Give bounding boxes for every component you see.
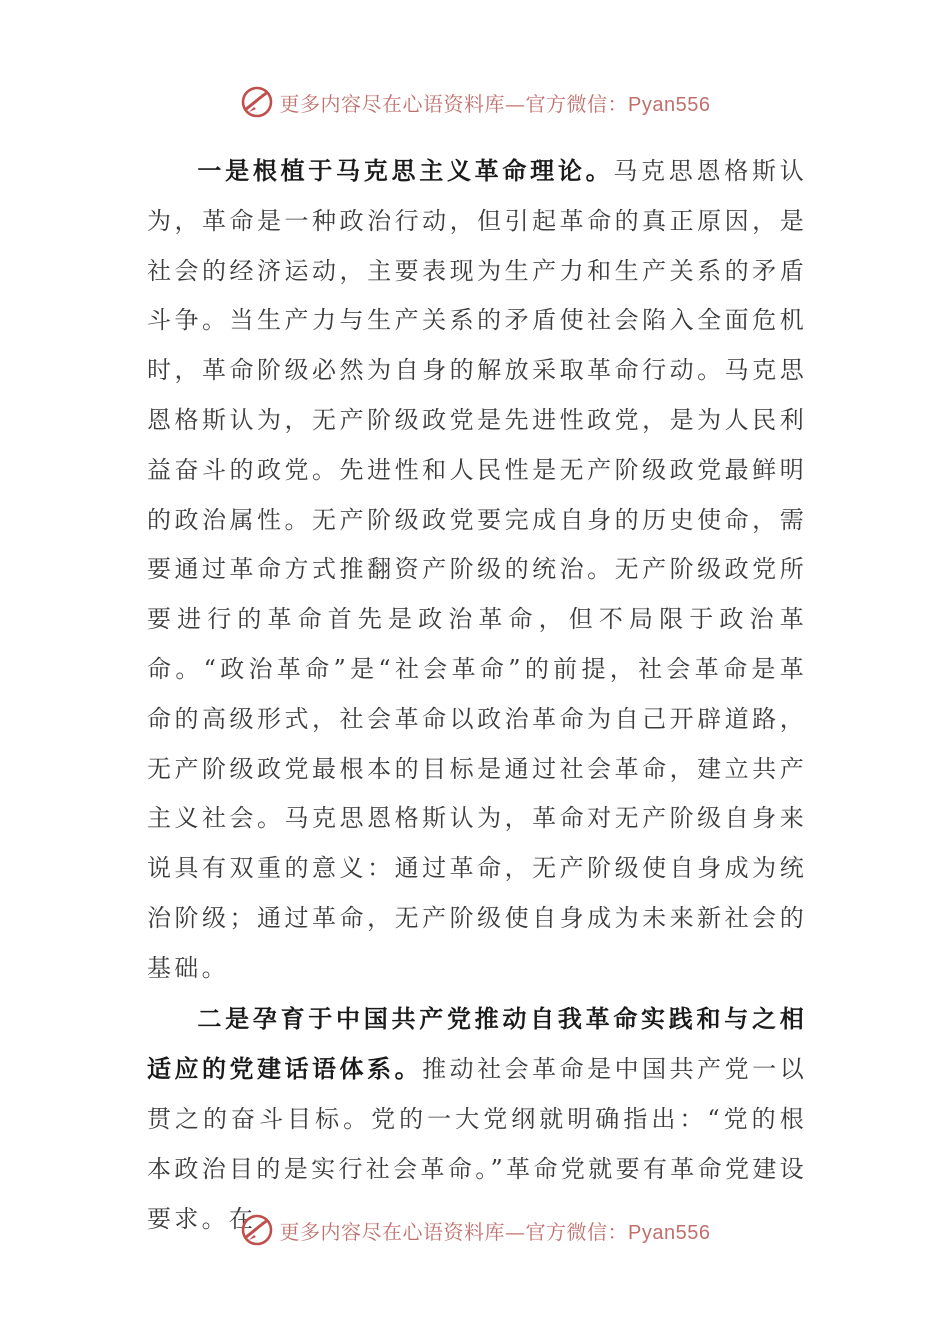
paragraph-1-body: 马克思恩格斯认为，革命是一种政治行动，但引起革命的真正原因，是社会的经济运动，主要表现为生产力和生产关系的矛盾斗争。当生产力与生产关系的矛盾使社会陷入全面危机时，革命阶级必然为自身的解放采取革命行动。马克思恩格斯认为，无产阶级政党是先进性政党，是为人民利益奋斗的政党。先进性和人民性是无产阶级政党最鲜明的政治属性。无产阶级政党要完成自身的历史使命，需要通过革命方式推翻资产阶级的统治。无产阶级政党所要进行的革命首先是政治革命，但不局限于政治革命。“政治革命”是“社会革命”的前提，社会革命是革命的高级形式，社会革命以政治革命为自己开辟道路，无产阶级政党最根本的目标是通过社会革命，建立共产主义社会。马克思恩格斯认为，革命对无产阶级自身来说具有双重的意义：通过革命，无产阶级使自身成为统治阶级；通过革命，无产阶级使自身成为未来新社会的基础。 xyxy=(147,157,807,982)
paragraph-2-lead: 二是孕育于中国共产党推动自我革命实践和与之相适应的党建话语体系。 xyxy=(147,1003,807,1084)
watermark-text: 更多内容尽在心语资料库—官方微信：Pyan556 xyxy=(279,1219,711,1244)
watermark-header xyxy=(0,82,950,122)
pen-logo-icon xyxy=(240,85,274,119)
paragraph-2-body: 推动社会革命是中国共产党一以贯之的奋斗目标。党的一大党纲就明确指出：“党的根本政治目的是实行社会革命。”革命党就要有革命党建设要求。在 xyxy=(147,1055,808,1233)
watermark-text: 更多内容尽在心语资料库—官方微信：Pyan556 xyxy=(279,91,711,116)
paragraph-1-lead: 一是根植于马克思主义革命理论。 xyxy=(197,156,614,185)
watermark-footer xyxy=(0,1210,950,1250)
pen-logo-icon xyxy=(240,1213,274,1247)
paragraph-2 xyxy=(147,994,807,1245)
document-body xyxy=(147,146,807,1245)
paragraph-1 xyxy=(147,146,807,994)
